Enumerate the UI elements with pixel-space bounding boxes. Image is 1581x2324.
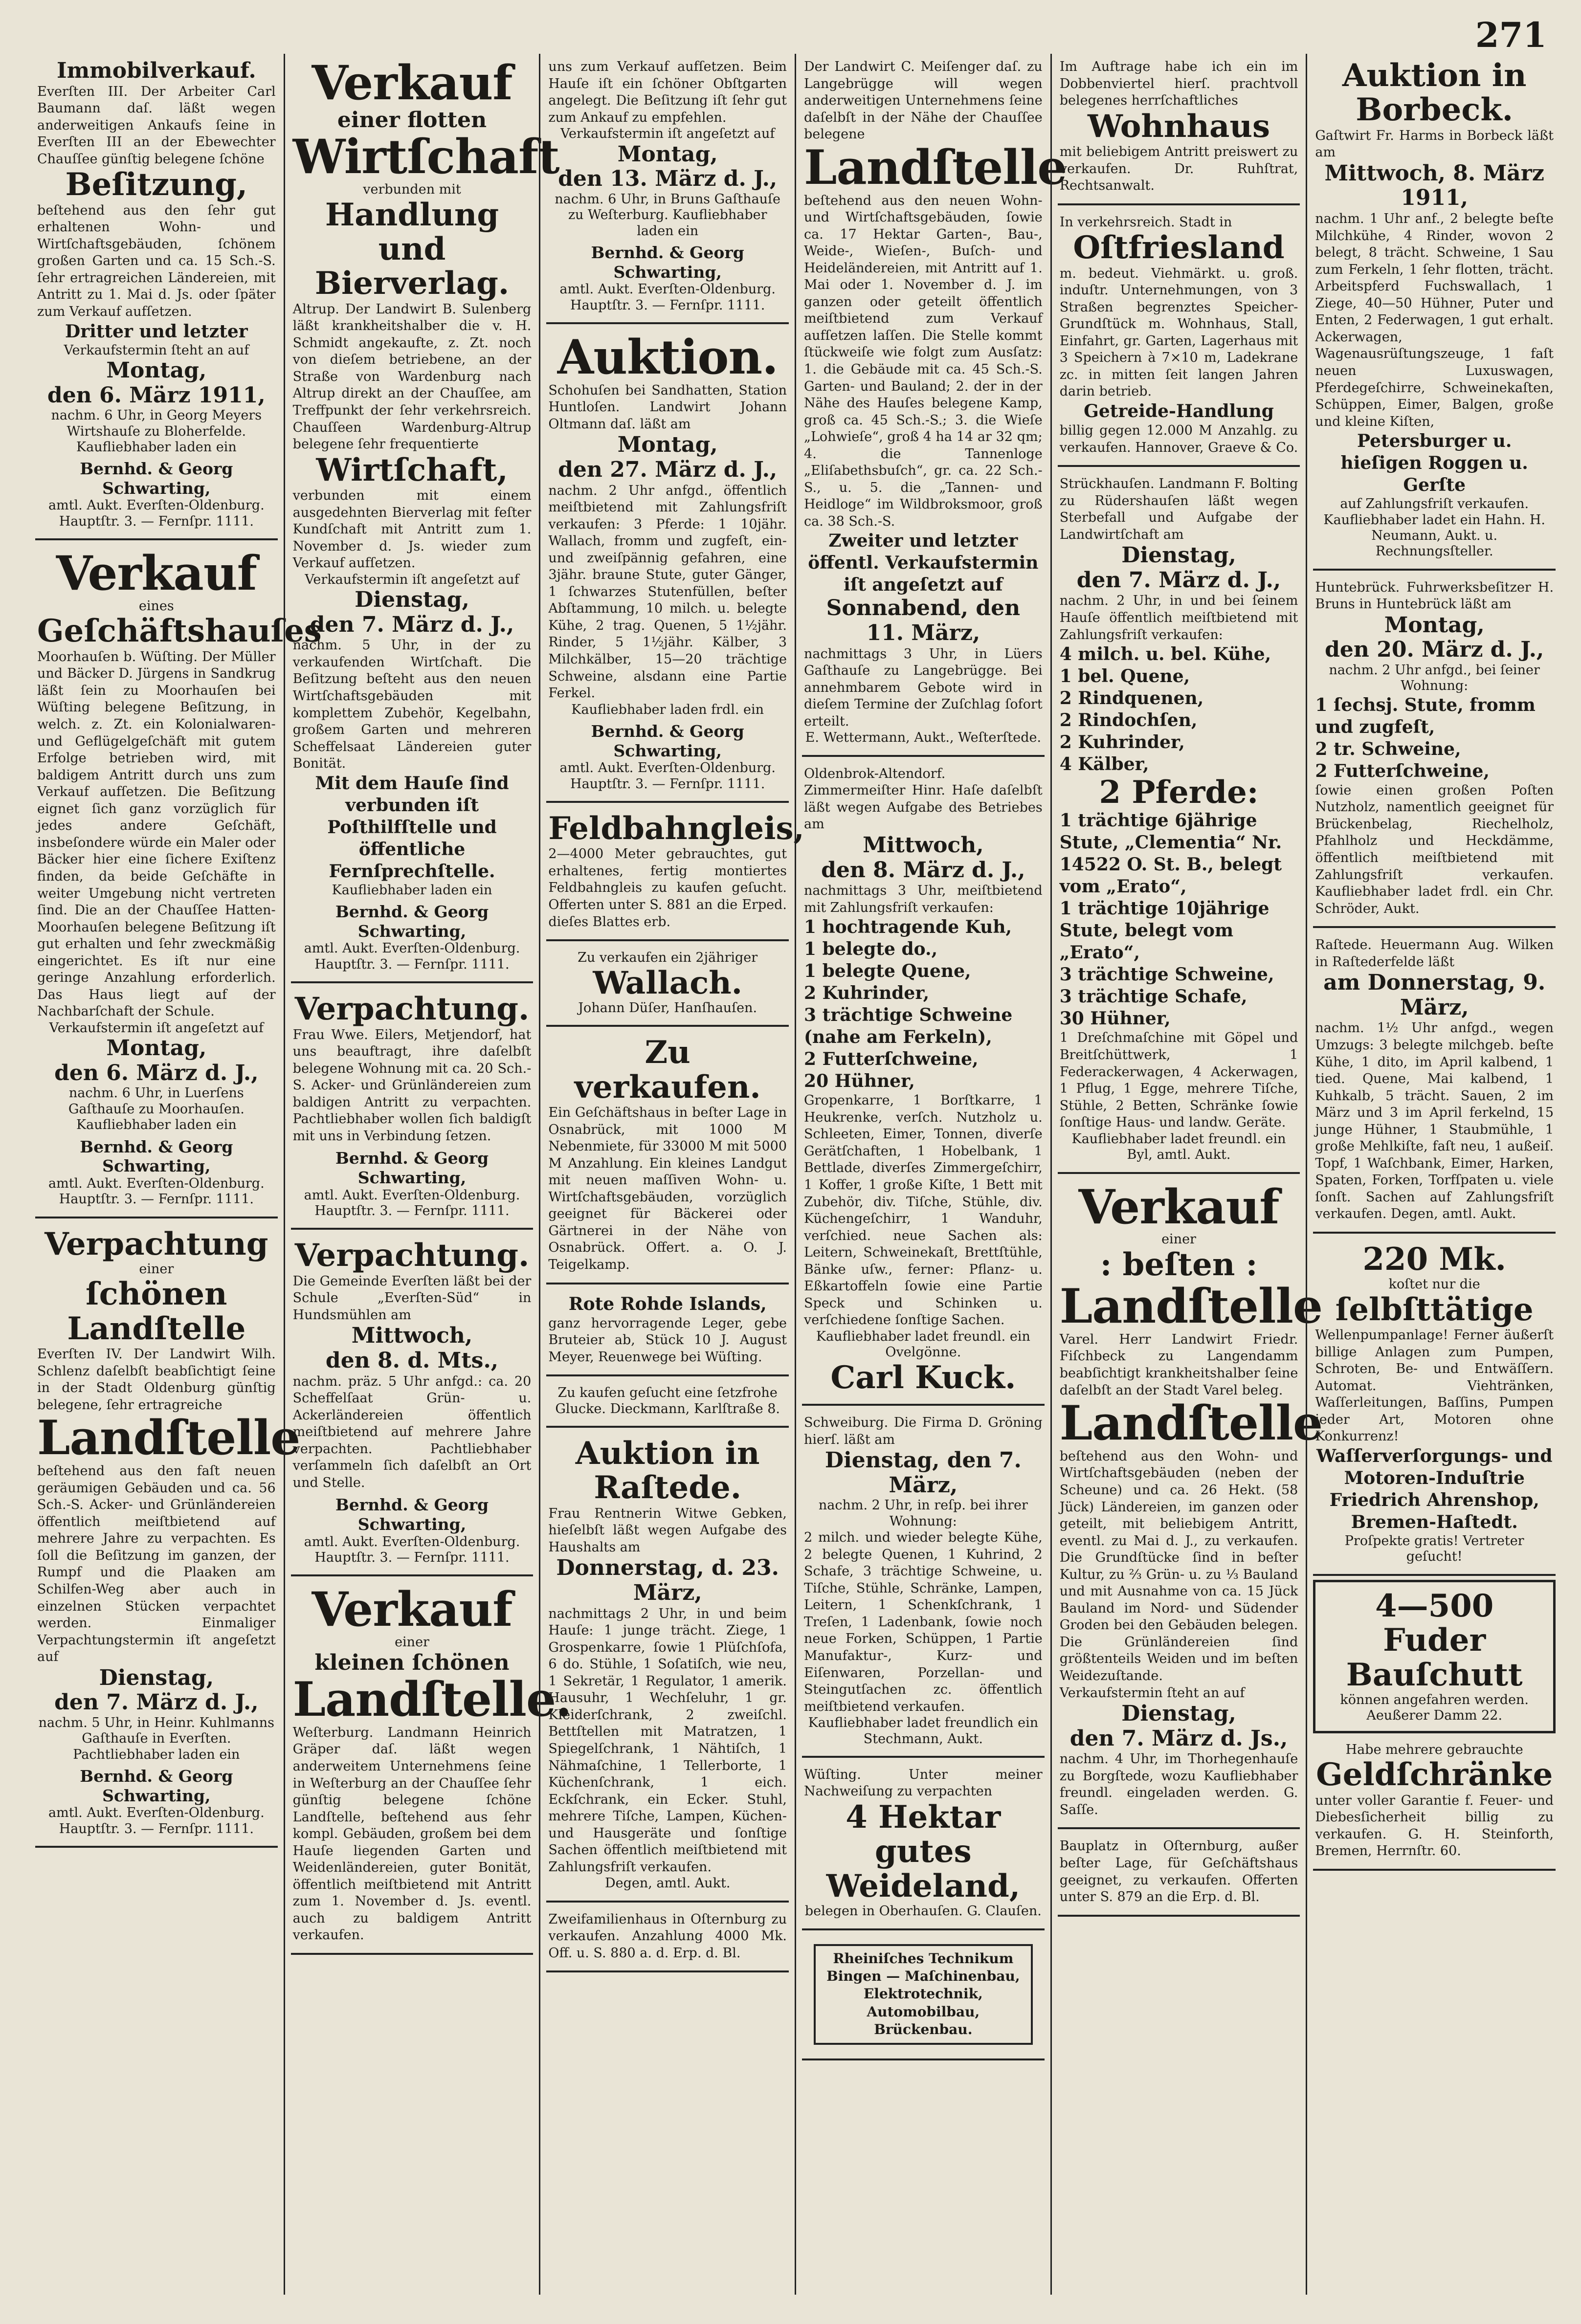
ad-text: Zu verkaufen. — [574, 1034, 761, 1106]
advertisement — [546, 1432, 789, 1903]
ad-text: amtl. Aukt. Everſten-Oldenburg. Hauptſtr. 3. — Fernſpr. 1111. — [559, 760, 776, 792]
ad-text: Wellenpumpanlage! Ferner äußerſt billige Anlagen zum Pumpen, Schroten, Be- und Entwäſſern. Automat. Viehtränken, Waſſerleitungen, Baſſins, Pumpen jeder Art, Motoren ohne Konkurrenz! — [1315, 1328, 1554, 1444]
ad-text: Montag, — [617, 141, 718, 167]
ad-text: Die Gemeinde Everſten läßt bei der Schule „Everſten-Süd“ in Hundsmühlen am — [292, 1273, 532, 1323]
advertisement — [1313, 54, 1556, 571]
ad-text: Wohnhaus — [1088, 108, 1270, 145]
advertisement — [1058, 209, 1300, 467]
ad-text: Frau Rentnerin Witwe Gebken, hieſelbſt läßt wegen Aufgabe des Haushalts am — [548, 1505, 787, 1555]
ad-text: 3 trächtige Schweine, — [1059, 964, 1274, 985]
ad-text: belegen in Oberhauſen. G. Clauſen. — [804, 1903, 1042, 1919]
ad-text: den 7. März d. J., — [54, 1690, 259, 1715]
ad-text: Verkauf — [312, 55, 512, 111]
column-2 — [284, 54, 572, 2295]
ad-text: den 13. März d. J., — [558, 166, 778, 192]
ad-text: Verkauf — [312, 1582, 512, 1638]
ad-text: Bernhd. & Georg Schwarting, — [335, 1495, 489, 1534]
advertisement — [1058, 1833, 1300, 1916]
ad-text: beſtehend aus den faſt neuen geräumigen Gebäuden und ca. 56 Sch.-S. Acker- und Grünländereien öffentlich meiſtbietend auf mehrere Jahre zu verpachten. Es ſoll die Beſitzung im ganzen, der Rumpf und die Plaaken am Schilfen-Weg aber auch in einzelnen Stücken verpachtet werden. Einmaliger Verpachtungstermin iſt angeſetzt auf — [37, 1463, 276, 1665]
ad-text: Moorhauſen b. Wüſting. Der Müller und Bäcker D. Jürgens in Sandkrug läßt ſein zu Moorhauſen bei Wüſting belegene Beſitzung, in welch. z. Zt. ein Kolonialwaren- und Geflügelgeſchäft mit gutem Erfolge betrieben wird, mit baldigem Antritt durch uns zum Verkauf aufſetzen. Die Beſitzung eignet ſich ganz vorzüglich für jedes andere Geſchäft, insbeſondere würde ein Maler oder Bäcker hier eine ſichere Exiſtenz finden, da beide Geſchäfte in weiter Umgebung nicht vertreten ſind. Die an der Chauſſee Hatten-Moorhauſen belegene Beſitzung iſt gut erhalten und ſehr zweckmäßig eingerichtet. Es iſt nur eine geringe Anzahlung erforderlich. Das Haus liegt auf der Nachbarſchaft der Schule. — [37, 649, 276, 1019]
ad-text: ſowie einen großen Poſten Nutzholz, namentlich geeignet für Brückenbelag, Riechelholz, Pfahlholz und Heckdämme, öffentlich meiſtbietend mit Zahlungsfriſt verkaufen. Kaufliebhaber ladet frdl. ein Chr. Schröder, Aukt. — [1315, 782, 1554, 916]
ad-text: eines — [138, 598, 174, 614]
ad-text: Varel. Herr Landwirt Friedr. Fiſchbeck zu Langendamm beabſichtigt krankheitshalber ſeine daſelbſt an der Stadt Varel beleg. — [1059, 1331, 1298, 1398]
ad-text: Wirtſchaft — [292, 129, 559, 185]
ad-text: Dienstag, — [1121, 543, 1236, 568]
ad-text: Frau Wwe. Eilers, Metjendorf, hat uns beauftragt, ihre daſelbſt belegene Wohnung mit ca. 20 Sch.-S. Acker- und Grünländereien zum baldigen Antritt zu verpachten. Pachtliebhaber wollen ſich baldigſt mit uns in Verbindung ſetzen. — [292, 1027, 532, 1144]
ad-text: nachmittags 2 Uhr, in und beim Hauſe: 1 junge trächt. Ziege, 1 Grospenkarre, ſowie 1 Plüſchſofa, 6 do. Stühle, 1 Soſatiſch, wie neu, 1 Sekretär, 1 Regulator, 1 amerik. Hausuhr, 1 Wechſeluhr, 1 gr. Kleiderſchrank, 2 zweiſchl. Bettſtellen mit Matratzen, 1 Spiegelſchrank, 1 Nähtiſch, 1 Nähmaſchine, 1 Tellerborte, 1 Küchenſchrank, 1 eich. Eckſchrank, ein Ecker. Stuhl, mehrere Tiſche, Lampen, Küchen- und Hausgeräte und ſonſtige Sachen öffentlich meiſtbietend mit Zahlungsfriſt verkaufen. — [548, 1606, 787, 1875]
column-3 — [539, 54, 804, 2295]
ad-text: amtl. Aukt. Everſten-Oldenburg. Hauptſtr. 3. — Fernſpr. 1111. — [48, 1805, 265, 1837]
advertisement — [291, 987, 534, 1230]
ad-text: den 8. März d. J., — [821, 857, 1025, 883]
advertisement — [546, 1031, 789, 1284]
ad-text: Raſtede. Heuermann Aug. Wilken in Raſtederfelde läßt — [1315, 937, 1554, 970]
ad-text: nachm. 4 Uhr, im Thorhegenhauſe zu Borgſtede, wozu Kaufliebhaber freundl. eingeladen werden. G. Saſſe. — [1059, 1751, 1298, 1817]
ad-text: Proſpekte gratis! Vertreter geſucht! — [1344, 1533, 1524, 1565]
ad-text: verbunden mit einem ausgedehnten Bierverlag mit feſter Kundſchaft mit Antritt zum 1. November d. Js. wieder zum Verkauf aufſetzen. — [292, 488, 532, 571]
ad-text: Bernhd. & Georg Schwarting, — [80, 459, 233, 498]
ad-text: amtl. Aukt. Everſten-Oldenburg. Hauptſtr. 3. — Fernſpr. 1111. — [559, 282, 776, 313]
ad-text: uns zum Verkauf aufſetzen. Beim Hauſe iſt ein ſchöner Obſtgarten angelegt. Die Beſitzung iſt ſehr gut zum Ankauf zu empfehlen. — [548, 59, 787, 125]
ad-text: einer — [395, 1635, 429, 1650]
ad-text: 2 Futterſchweine, — [1315, 760, 1490, 781]
advertisement — [291, 1234, 534, 1576]
ad-text: 220 Mk. — [1362, 1241, 1506, 1278]
ad-text: Wüſting. Unter meiner Nachweiſung zu verpachten — [804, 1767, 1043, 1799]
ad-text: beſtehend aus den Wohn- und Wirtſchaftsgebäuden (neben der Scheune) und ca. 26 Hekt. (58 Jück) Ländereien, im ganzen oder geteilt, mit beliebigem Antritt, eventl. zu Mai d. J., zu verkaufen. Die Grundſtücke ſind in beſter Kultur, zu ⅔ Grün- u. zu ⅓ Bauland und mit Ausnahme von ca. 15 Jück Bauland im Nord- und Südender Groden bei den Gebäuden belegen. Die Grünländereien ſind größtenteils Weiden und im beſten Weidezuſtande. — [1059, 1448, 1298, 1684]
ad-text: 2 Pferde: — [1099, 774, 1259, 811]
ad-text: Wallach. — [593, 964, 742, 1001]
ad-text: Zweifamilienhaus in Oſternburg zu verkaufen. Anzahlung 4000 Mk. Off. u. S. 880 a. d. Erp. d. Bl. — [548, 1911, 787, 1961]
ad-text: 1 belegte do., — [804, 939, 938, 960]
ad-text: nachm. 2 Uhr, in und bei ſeinem Hauſe öffentlich meiſtbietend mit Zahlungsfriſt verkaufen: — [1059, 593, 1298, 642]
advertisement — [35, 54, 278, 540]
ad-text: nachmittags 3 Uhr, in Lüers Gaſthauſe zu Langebrügge. Bei annehmbarem Gebote wird in dieſem Termine der Zuſchlag ſofort erteilt. — [804, 646, 1043, 729]
ad-text: 3 trächtige Schweine (nahe am Ferkeln), — [804, 1005, 1013, 1048]
ad-text: koſtet nur die — [1388, 1277, 1480, 1292]
ad-text: Landſtelle — [37, 1410, 300, 1466]
ad-text: 4 Kälber, — [1059, 754, 1149, 775]
ad-text: ganz hervorragende Leger, gebe Bruteier ab, Stück 10 J. August Meyer, Reuenwege bei Wüſting. — [548, 1315, 787, 1365]
ad-text: Kaufliebhaber laden ein — [332, 882, 492, 898]
ad-text: 4 milch. u. bel. Kühe, — [1059, 644, 1271, 665]
ad-text: Montag, — [106, 357, 207, 383]
ad-text: Kaufliebhaber ladet freundl. ein Byl, amtl. Aukt. — [1071, 1131, 1286, 1163]
ad-text: Verkaufstermin ſteht an auf — [1059, 1685, 1245, 1701]
ad-text: können angefahren werden. Aeußerer Damm 22. — [1340, 1692, 1529, 1724]
advertisement — [546, 54, 789, 324]
advertisement — [546, 1288, 789, 1377]
advertisement — [802, 761, 1045, 1406]
ad-text: Landſtelle — [1059, 1279, 1323, 1334]
ad-text: amtl. Aukt. Everſten-Oldenburg. Hauptſtr. 3. — Fernſpr. 1111. — [304, 1534, 520, 1565]
ad-text: Bernhd. & Georg Schwarting, — [591, 722, 744, 760]
ad-text: Kaufliebhaber ladet freundlich ein Stechmann, Aukt. — [808, 1715, 1039, 1747]
ad-text: Verkaufstermin ſteht an auf — [64, 342, 249, 358]
ad-text: amtl. Aukt. Everſten-Oldenburg. Hauptſtr. 3. — Fernſpr. 1111. — [48, 1175, 265, 1207]
advertisement — [1058, 1178, 1323, 1830]
advertisement — [1058, 54, 1300, 205]
ad-text: billig gegen 12.000 M Anzahlg. zu verkaufen. Hannover, Graeve & Co. — [1059, 422, 1298, 455]
ad-text: den 6. März 1911, — [47, 382, 266, 408]
advertisement — [291, 54, 559, 983]
ad-text: den 8. d. Mts., — [325, 1348, 499, 1373]
ad-text: 1 ſechsj. Stute, fromm und zugfeſt, — [1315, 694, 1536, 737]
ad-text: 2 milch. und wieder belegte Kühe, 2 belegte Quenen, 1 Kuhrind, 2 Schafe, 3 trächtige Schweine, u. Tiſche, Stühle, Schränke, Lampen, Leitern, 1 Schenkſchrank, 1 Treſen, 1 Ladenbank, ſowie noch neue Forken, Schüppen, 1 Partie Manufaktur-, Kurz- und Eiſenwaren, Porzellan- und Steingutſachen zc. öffentlich meiſtbietend verkaufen. — [804, 1530, 1043, 1714]
ad-text: Verkaufstermin iſt angeſetzt auf — [305, 572, 519, 587]
ad-text: nachm. 6 Uhr, in Luerſens Gaſthauſe zu Moorhauſen. Kaufliebhaber laden ein — [68, 1085, 245, 1133]
ad-text: Strückhauſen. Landmann F. Bolting zu Rüdershauſen läßt wegen Sterbefall und Aufgabe der Landwirtſchaft am — [1059, 476, 1298, 542]
ad-text: den 27. März d. J., — [558, 457, 778, 482]
advertisement — [1313, 575, 1556, 928]
ad-text: Schohuſen bei Sandhatten, Station Huntloſen. Landwirt Johann Oltmann daſ. läßt am — [548, 382, 787, 432]
ad-text: Bernhd. & Georg Schwarting, — [335, 902, 489, 941]
ad-text: Zweiter und letzter öffentl. Verkaufstermin iſt angeſetzt auf — [808, 531, 1039, 596]
ad-text: auf Zahlungsfriſt verkaufen. Kaufliebhaber ladet ein Hahn. H. Neumann, Aukt. u. Rechnungsſteller. — [1323, 496, 1545, 559]
ad-text: Im Auftrage habe ich ein im Dobbenviertel hierſ. prachtvoll belegenes herrſchaftliches — [1059, 59, 1298, 109]
ad-text: Dienstag, — [99, 1665, 214, 1690]
advertisement — [546, 328, 789, 803]
ad-text: 2 Futterſchweine, — [804, 1049, 979, 1070]
ad-text: beſtehend aus den neuen Wohn- und Wirtſchaftsgebäuden, ſowie ca. 17 Hektar Garten-, Bau-, Weide-, Wieſen-, Buſch- und Heideländereien, mit Antritt auf 1. Mai oder 1. November d. J. im ganzen oder geteilt öffentlich meiſtbietend zum Verkauf aufſetzen laſſen. Die Stelle kommt ſtückweiſe wie folgt zum Ausſatz: 1. die Gebäude mit ca. 45 Sch.-S. Garten- und Bauland; 2. der in der Nähe des Hauſes belegene Kamp, groß ca. 45 Sch.-S.; 3. die Wieſe „Lohwieſe“, groß 4 ha 14 ar 32 qm; 4. die Tannenloge „Eliſabethsbuſch“, gr. ca. 22 Sch.-S., u. 5. die „Tannen- und Heidloge“ im Wildbroksmoor, groß ca. 38 Sch.-S. — [804, 193, 1043, 529]
ad-text: Geldſchränke — [1316, 1756, 1553, 1793]
ad-text: Altrup. Der Landwirt B. Sulenberg läßt krankheitshalber die v. H. Schmidt angekaufte, z. Zt. noch von dieſem betriebene, an der Straße von Wardenburg nach Altrup direkt an der Chauſſee, am Treffpunkt der ſehr verkehrsreich. Chauſſeen Wardenburg-Altrup belegene ſehr frequentierte — [292, 301, 532, 452]
advertisement — [802, 1410, 1045, 1758]
advertisement — [291, 1580, 572, 1955]
ad-text: Carl Kuck. — [830, 1359, 1016, 1396]
ad-text: Montag, — [617, 432, 718, 458]
ad-text: Everſten IV. Der Landwirt Wilh. Schlenz daſelbſt beabſichtigt ſeine in der Stadt Oldenburg günſtig belegene, ſehr ertragreiche — [37, 1347, 276, 1413]
ad-text: Bernhd. & Georg Schwarting, — [335, 1149, 489, 1187]
advertisement — [802, 1934, 1045, 2060]
ad-text: 20 Hühner, — [804, 1071, 915, 1092]
ad-text: Zu kaufen geſucht eine ſetzfrohe Glucke. Dieckmann, Karlſtraße 8. — [555, 1385, 780, 1417]
advertisement — [546, 1380, 789, 1428]
ad-text: Feldbahngleis, — [548, 810, 804, 847]
ad-text: 2 Kuhrinder, — [804, 983, 930, 1004]
ad-text: m. bedeut. Viehmärkt. u. groß. induſtr. Unternehmungen, von 3 Straßen begrenztes Speicher-Grundſtück m. Wohnhaus, Stall, Einfahrt, gr. Garten, Lagerhaus mit 3 Speichern à 7×10 m, Ladekrane zc. in mitten ſeit langen Jahren darin betrieb. — [1059, 266, 1298, 399]
ad-text: nachmittags 3 Uhr, meiſtbietend mit Zahlungsfriſt verkaufen: — [804, 883, 1043, 915]
ad-text: nachm. 2 Uhr, in reſp. bei ihrer Wohnung: — [818, 1498, 1028, 1529]
ad-text: Dienstag, — [355, 587, 469, 613]
ad-text: Montag, — [1384, 612, 1485, 638]
ad-text: Dienstag, — [1121, 1701, 1236, 1726]
ad-text: 1 trächtige 10jährige Stute, belegt vom „Erato“, — [1059, 898, 1269, 963]
advertisement — [35, 1222, 300, 1848]
ad-text: Schweiburg. Die Firma D. Gröning hierſ. läßt am — [804, 1415, 1043, 1447]
ad-text: Johann Düſer, Hanſhauſen. — [578, 1000, 757, 1016]
ad-text: Handlung und Bierverlag. — [314, 196, 510, 302]
ad-text: Verkauf — [1078, 1179, 1279, 1235]
ad-text: Verpachtung. — [294, 1237, 530, 1274]
ad-text: Verpachtung. — [294, 991, 530, 1028]
ad-text: Bernhd. & Georg Schwarting, — [80, 1767, 233, 1805]
ad-text: Verpachtung — [45, 1225, 268, 1262]
ad-text: Montag, — [106, 1036, 207, 1061]
ad-text: ſchönen Landſtelle — [67, 1276, 246, 1347]
ad-text: Huntebrück. Fuhrwerksbeſitzer H. Bruns in Huntebrück läßt am — [1315, 579, 1554, 612]
ad-text: einer flotten — [337, 107, 487, 133]
ad-text: nachm. 2 Uhr anfgd., öffentlich meiſtbietend mit Zahlungsfriſt verkaufen: 3 Pferde: 1 10jähr. Wallach, fromm und zugfeſt, ein- und zweiſpännig gefahren, eine 3jähr. braune Stute, guter Gänger, 1 ſchwarzes Stutenfüllen, beſter Abſtammung, 10 milch. u. belegte Kühe, 2 trag. Quenen, 5 1½jähr. Rinder, 5 1½jähr. Kälber, 3 Milchkälber, 15—20 trächtige Schweine, alsdann eine Partie Ferkel. — [548, 483, 787, 701]
ad-text: Rheiniſches Technikum Bingen — Maſchinenbau, Elektrotechnik, Automobilbau, Brückenbau. — [814, 1944, 1033, 2045]
ad-text: Dritter und letzter — [65, 321, 248, 342]
ad-text: Landſtelle — [804, 139, 1067, 195]
ad-text: Waſſerverſorgungs- und Motoren-Induſtrie Friedrich Ahrenshop, Bremen-Haſtedt. — [1316, 1446, 1553, 1533]
column-5 — [1050, 54, 1323, 2295]
ad-text: Immobilverkauf. — [57, 58, 256, 83]
ad-text: 4—500 Fuder Bauſchutt — [1346, 1587, 1523, 1693]
ad-text: den 6. März d. J., — [54, 1060, 259, 1085]
ad-text: unter voller Garantie f. Feuer- und Diebesſicherheit billig zu verkaufen. G. H. Steinforth, Bremen, Herrnſtr. 60. — [1315, 1793, 1554, 1859]
ad-text: E. Wettermann, Aukt., Weſterſtede. — [805, 730, 1042, 746]
ad-text: 2 Rindochſen, — [1059, 710, 1198, 731]
ad-text: Wirtſchaft, — [316, 451, 508, 488]
page-number: 271 — [1475, 15, 1547, 55]
ad-text: Habe mehrere gebrauchte — [1345, 1742, 1523, 1757]
ad-text: nachm. 6 Uhr, in Bruns Gaſthauſe zu Weſterburg. Kaufliebhaber laden ein — [555, 191, 781, 239]
ad-text: den 20. März d. J., — [1325, 637, 1544, 663]
ad-text: 1 trächtige 6jährige Stute, „Clementia“ Nr. 14522 O. St. B., belegt vom „Erato“, — [1059, 810, 1282, 897]
ad-text: Auktion. — [557, 329, 778, 385]
ad-text: nachm. 6 Uhr, in Georg Meyers Wirtshauſe zu Bloherfelde. Kaufliebhaber laden ein — [51, 408, 262, 455]
ad-text: Bernhd. & Georg Schwarting, — [591, 243, 744, 282]
ad-text: nachm. 1 Uhr anf., 2 belegte beſte Milchkühe, 4 Rinder, wovon 2 belegt, 8 trächt. Schweine, 1 Sau zum Ferkeln, 1 ſehr flotten, trächt. Arbeitspferd Fuchswallach, 1 Ziege, 40—50 Hühner, Puter und Enten, 2 Federwagen, 1 gut erhalt. Ackerwagen, Wagenausrüſtungszeuge, 1 faſt neuen Luxuswagen, Pferdegeſchirre, Schweinekaſten, Schüppen, Eimer, Balgen, große und kleine Kiſten, — [1315, 211, 1554, 429]
ad-text: Zu verkaufen ein 2jähriger — [578, 950, 758, 966]
advertisement — [546, 807, 804, 941]
ad-text: Oſtfriesland — [1073, 229, 1285, 266]
ad-text: Rote Rohde Islands, — [568, 1293, 767, 1314]
ad-text: Degen, amtl. Aukt. — [604, 1876, 731, 1891]
advertisement — [802, 1762, 1045, 1930]
ad-text: Dienstag, den 7. März, — [824, 1448, 1022, 1498]
ad-text: amtl. Aukt. Everſten-Oldenburg. Hauptſtr. 3. — Fernſpr. 1111. — [304, 1187, 520, 1218]
ad-text: : beſten : — [1100, 1246, 1258, 1283]
advertisement — [1313, 1238, 1556, 1576]
ad-text: 30 Hühner, — [1059, 1008, 1171, 1029]
ad-text: nachm. 5 Uhr, in der zu verkaufenden Wirtſchaft. Die Beſitzung beſteht aus den neuen Wirtſchaftsgebäuden mit komplettem Zubehör, Kegelbahn, großem Garten und mehreren Scheffelsaat Ländereien guter Bonität. — [292, 638, 532, 772]
ad-text: nachm. 5 Uhr, in Heinr. Kuhlmanns Gaſthauſe in Everſten. Pachtliebhaber laden ein — [38, 1715, 275, 1762]
ad-text: Landſtelle — [1059, 1395, 1323, 1451]
column-1 — [29, 54, 322, 2295]
advertisement — [546, 945, 789, 1027]
ad-text: den 7. März d. J., — [310, 612, 514, 637]
ad-text: amtl. Aukt. Everſten-Oldenburg. Hauptſtr. 3. — Fernſpr. 1111. — [304, 941, 520, 972]
ad-text: Kaufliebhaber laden frdl. ein — [571, 702, 764, 717]
ad-text: Gaſtwirt Fr. Harms in Borbeck läßt am — [1315, 128, 1554, 160]
column-6 — [1306, 54, 1561, 2295]
advertisement — [1313, 1737, 1556, 1871]
ad-text: nachm. präz. 5 Uhr anfgd.: ca. 20 Scheffelſaat Grün- u. Ackerländereien öffentlich meiſtbietend auf mehrere Jahre verpachten. Pachtliebhaber verſammeln ſich daſelbſt an Ort und Stelle. — [292, 1373, 532, 1490]
ad-text: Sonnabend, den 11. März, — [826, 596, 1021, 646]
ad-text: kleinen ſchönen — [314, 1650, 510, 1675]
ad-text: Mittwoch, 8. März 1911, — [1324, 160, 1544, 211]
ad-text: 2 tr. Schweine, — [1315, 738, 1461, 759]
ad-text: Gropenkarre, 1 Borſtkarre, 1 Heukrenke, verſch. Nutzholz u. Schleeten, Eimer, Tonnen, diverſe Gerätſchaften, 1 Hobelbank, 1 Bettlade, diverſes Zimmergeſchirr, 1 Koffer, 1 große Kiſte, 1 Bett mit Zubehör, div. Tiſche, Stühle, div. Küchengeſchirr, 1 Wanduhr, verſchied. neue Sachen als: Leitern, Schweinekaſt, Brettſtühle, Bänke uſw., ferner: Pflanz- u. Eßkartoffeln ſowie eine Partie Speck und Schinken u. verſchiedene ſonſtige Sachen. — [804, 1093, 1043, 1328]
ad-text: 3 trächtige Schafe, — [1059, 986, 1247, 1007]
ad-text: 2 Rindquenen, — [1059, 688, 1204, 709]
ad-text: Kaufliebhaber ladet freundl. ein Ovelgönne. — [816, 1328, 1030, 1360]
ad-text: Verkaufstermin iſt angeſetzt auf — [560, 126, 775, 142]
ad-text: Getreide-Handlung — [1084, 400, 1274, 421]
advertisement — [1313, 1580, 1556, 1733]
ad-text: Bernhd. & Georg Schwarting, — [80, 1137, 233, 1176]
ad-text: nachm. 1½ Uhr anfgd., wegen Umzugs: 3 belegte milchgeb. beſte Kühe, 1 dito, im April kalbend, 1 tied. Quene, Mai kalbend, 1 Kuhkalb, 5 trächt. Sauen, 2 im März und 3 im April ferkelnd, 15 junge Hühner, 1 Staubmühle, 1 große Mehlkiſte, faſt neu, 1 außeiſ. Topf, 1 Waſchbank, Eimer, Harken, Spaten, Forken, Torfſpaten u. viele ſonſt. Sachen auf Zahlungsfriſt verkaufen. Degen, amtl. Aukt. — [1315, 1020, 1554, 1222]
ad-text: nachm. 2 Uhr anfgd., bei ſeiner Wohnung: — [1329, 663, 1540, 694]
ad-text: mit beliebigem Antritt preiswert zu verkaufen. Dr. Ruhſtrat, Rechtsanwalt. — [1059, 144, 1298, 194]
ad-text: verbunden mit — [363, 182, 461, 198]
ad-text: ſelbſttätige — [1335, 1291, 1534, 1328]
advertisement — [546, 1906, 789, 1973]
advertisement — [35, 544, 322, 1218]
advertisement — [1058, 471, 1300, 1173]
ad-text: 2—4000 Meter gebrauchtes, gut erhaltenes, fertig montiertes Feldbahngleis zu kaufen geſucht. Offerten unter S. 881 an die Erped. dieſes Blattes erb. — [548, 846, 787, 930]
ad-text: Oldenbrok-Altendorf. Zimmermeiſter Hinr. Haſe daſelbſt läßt wegen Aufgabe des Betriebes am — [804, 766, 1043, 832]
ad-text: 2 Kuhrinder, — [1059, 732, 1185, 753]
ad-text: Weſterburg. Landmann Heinrich Gräper daſ. läßt wegen anderweitem Unternehmens ſeine in Weſterburg an der Chauſſee ſehr günſtig belegene ſchöne Landſtelle, beſtehend aus ſehr kompl. Gebäuden, großem bei dem Hauſe liegenden Garten und Weidenländereien, guter Bonität, öffentlich meiſtbietend mit Antritt zum 1. November d. Js. eventl. auch zu baldigem Antritt verkaufen. — [292, 1725, 532, 1943]
ad-text: einer — [139, 1261, 174, 1277]
ad-text: Verkaufstermin iſt angeſetzt auf — [49, 1020, 264, 1036]
ad-text: 1 Dreſchmaſchine mit Göpel und Breitſchüttwerk, 1 Federackerwagen, 4 Ackerwagen, 1 Pflug, 1 Egge, mehrere Tiſche, Stühle, 2 Betten, Schränke ſowie ſonſtige Haus- und landw. Geräte. — [1059, 1030, 1298, 1130]
ad-text: den 7. März d. Js., — [1069, 1726, 1288, 1751]
ad-text: Auktion in Raſtede. — [575, 1435, 760, 1506]
ad-text: 1 belegte Quene, — [804, 961, 971, 982]
ad-text: Verkauf — [56, 546, 257, 601]
ad-text: Petersburger u. hieſigen Roggen u. Gerſte — [1340, 431, 1528, 496]
ad-text: Geſchäftshauſes — [37, 613, 322, 650]
ad-text: Donnerstag, d. 23. März, — [556, 1555, 779, 1605]
ad-text: Landſtelle. — [292, 1672, 572, 1727]
advertisement — [802, 54, 1067, 757]
ad-text: Mit dem Hauſe ſind verbunden iſt Poſthilfſtelle und öffentliche Fernſprechſtelle. — [315, 773, 509, 882]
ad-text: Auktion in Borbeck. — [1342, 57, 1527, 129]
ad-text: einer — [1161, 1232, 1196, 1247]
ad-text: amtl. Aukt. Everſten-Oldenburg. Hauptſtr. 3. — Fernſpr. 1111. — [48, 498, 265, 529]
ad-text: Mittwoch, — [351, 1323, 473, 1349]
ad-text: Beſitzung, — [65, 166, 248, 203]
ad-text: Der Landwirt C. Meiſenger daſ. zu Langebrügge will wegen anderweitigen Unternehmens ſeine daſelbſt in der Nähe der Chauſſee belegene — [804, 59, 1043, 142]
ad-text: 1 bel. Quene, — [1059, 666, 1190, 687]
ad-text: 1 hochtragende Kuh, — [804, 917, 1012, 938]
ad-text: Mittwoch, — [863, 832, 984, 858]
ad-columns — [29, 54, 1561, 2295]
ad-text: Bauplatz in Oſternburg, außer beſter Lage, für Geſchäftshaus geeignet, zu verkaufen. Offerten unter S. 879 an die Erp. d. Bl. — [1059, 1838, 1298, 1905]
ad-text: 4 Hektar gutes Weideland, — [826, 1799, 1021, 1904]
ad-text: Ein Geſchäftshaus in beſter Lage in Osnabrück, mit 1000 M Nebenmiete, für 33000 M mit 5000 M Anzahlung. Ein kleines Landgut mit neuen maſſiven Wohn- u. Wirtſchaftsgebäuden, vorzüglich geeignet für Bäckerei oder Gärtnerei in der Nähe von Osnabrück. Offert. a. O. J. Teigelkamp. — [548, 1105, 787, 1272]
ad-text: beſtehend aus den ſehr gut erhaltenen Wohn- und Wirtſchaftsgebäuden, ſchönem großen Garten und ca. 15 Sch.-S. ſehr ertragreichen Ländereien, mit Antritt zu 1. Mai d. Js. oder ſpäter zum Verkauf aufſetzen. — [37, 202, 276, 319]
ad-text: Everſten III. Der Arbeiter Carl Baumann daſ. läßt wegen anderweitigen Ankaufs ſeine in Everſten III an der Ebewechter Chauſſee günſtig belegene ſchöne — [37, 84, 276, 167]
column-4 — [795, 54, 1067, 2295]
ad-text: In verkehrsreich. Stadt in — [1059, 214, 1232, 230]
ad-text: am Donnerstag, 9. März, — [1323, 970, 1546, 1020]
ad-text: den 7. März d. J., — [1076, 567, 1281, 593]
advertisement — [1313, 932, 1556, 1234]
